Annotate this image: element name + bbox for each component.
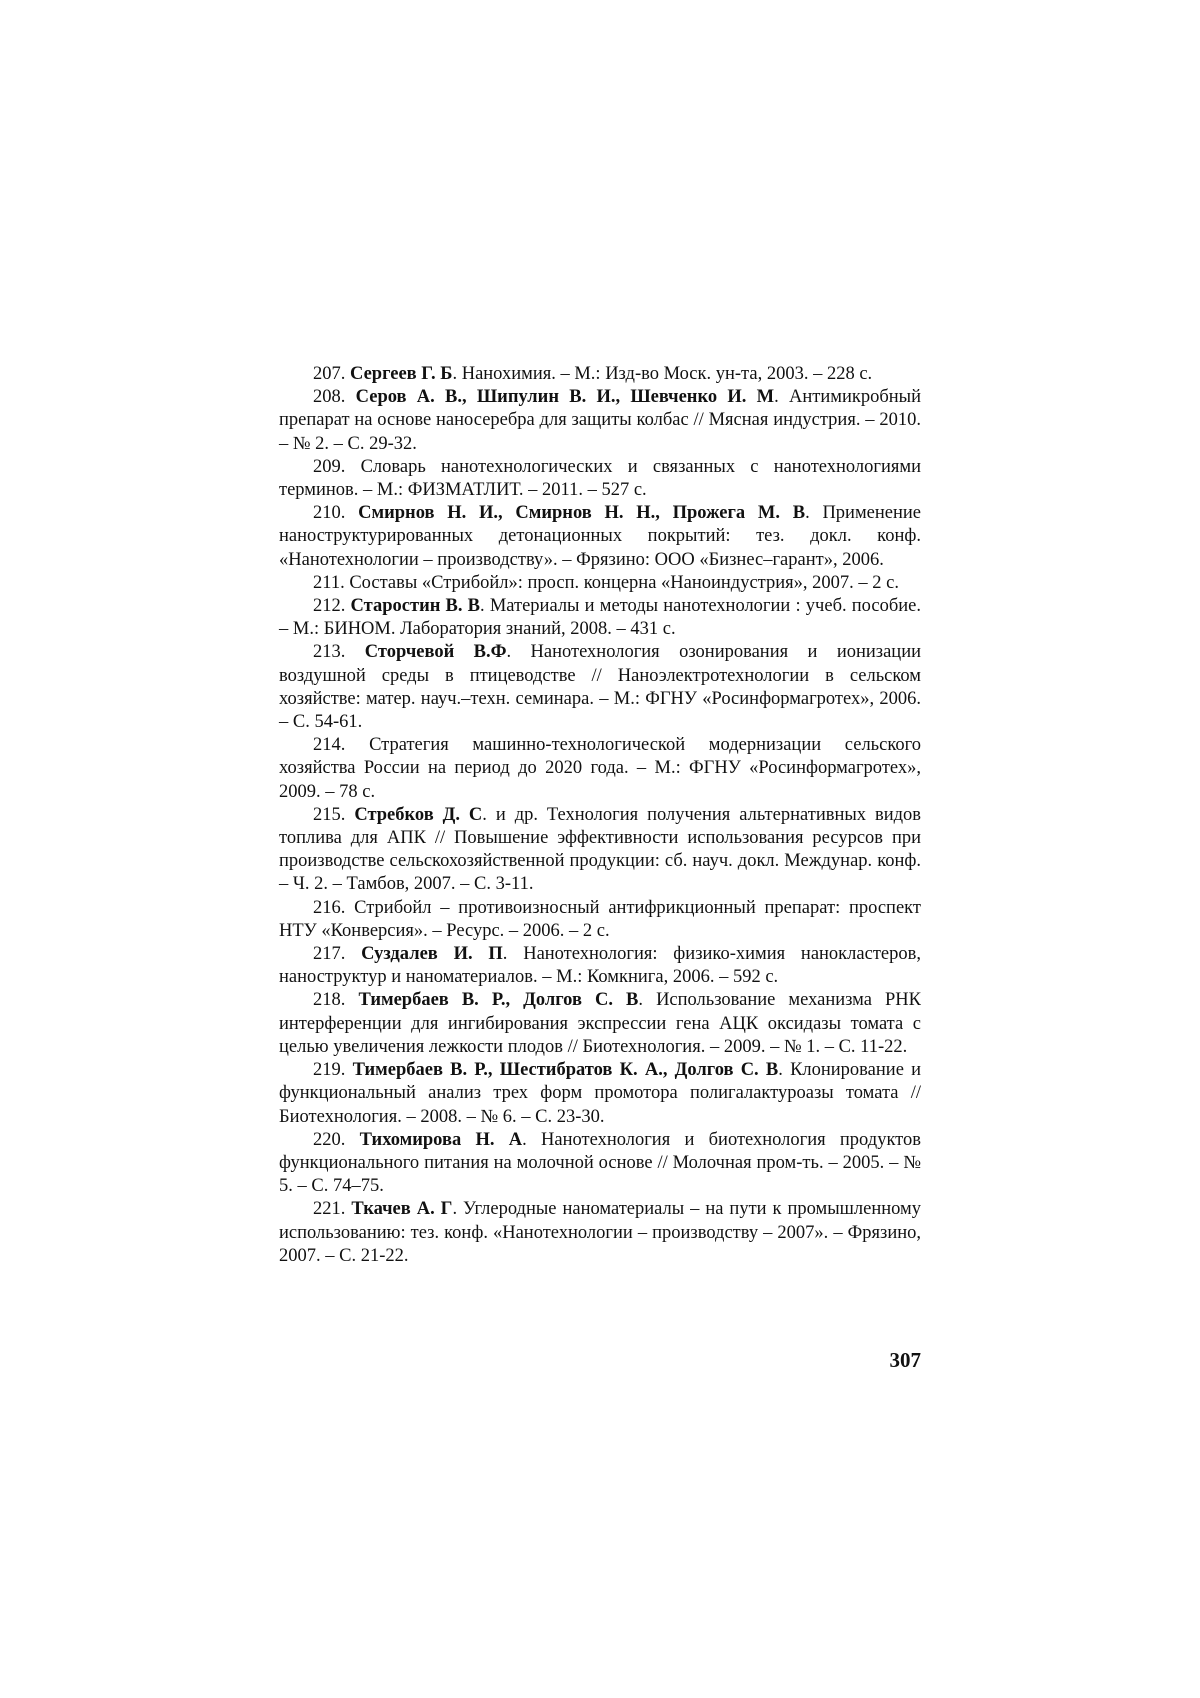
reference-text: . Углеродные наноматериалы – на пути к промышленному использованию: тез. конф. «Нанотехнологии – производству – 2007». – Фрязино, 2007. – С. 21-22.: [279, 1199, 922, 1266]
reference-item: [279, 989, 921, 1059]
reference-text: Стрибойл – противоизносный антифрикционный препарат: проспект НТУ «Конверсия». – Ресурс. – 2006. – 2 с.: [279, 897, 921, 941]
reference-item: [279, 502, 921, 572]
reference-text: . Нанотехнология озонирования и ионизации воздушной среды в птицеводстве // Наноэлектротехнологии в сельском хозяйстве: матер. науч.–техн. семинара. – М.: ФГНУ «Росинформагротех», 2006. – С. 54-61.: [279, 642, 921, 733]
reference-item: [279, 1129, 921, 1199]
reference-item: [279, 943, 921, 989]
reference-authors: Тихомирова Н. А: [359, 1129, 523, 1150]
reference-authors: Серов А. В., Шипулин В. И., Шевченко И. М: [355, 387, 775, 408]
reference-number: 220.: [313, 1129, 346, 1150]
reference-list: [279, 363, 921, 1268]
reference-authors: Сергеев Г. Б: [350, 364, 453, 384]
reference-text: . Применение наноструктурированных детонационных покрытий: тез. докл. конф. «Нанотехнологии – производству». – Фрязино: ООО «Бизнес–гарант», 2006.: [279, 503, 921, 570]
reference-item: [279, 804, 921, 897]
page-number: 307: [889, 1348, 921, 1372]
reference-item: [279, 363, 921, 386]
reference-item: [279, 572, 921, 595]
reference-text: . Нанохимия. – М.: Изд-во Моск. ун-та, 2003. – 228 с.: [452, 364, 873, 384]
reference-item: [279, 456, 921, 502]
reference-number: 218.: [313, 990, 346, 1011]
reference-item: [279, 641, 921, 734]
reference-authors: Сторчевой В.Ф: [364, 642, 507, 663]
reference-authors: Стребков Д. С: [354, 804, 483, 825]
reference-item: [279, 1059, 921, 1129]
reference-authors: Смирнов Н. И., Смирнов Н. Н., Прожега М. В: [358, 503, 806, 524]
reference-item: [279, 1198, 921, 1268]
reference-text: Словарь нанотехнологических и связанных с нанотехнологиями терминов. – М.: ФИЗМАТЛИТ. – 2011. – 527 с.: [279, 456, 922, 501]
reference-number: 221.: [313, 1199, 346, 1220]
reference-item: [279, 595, 921, 641]
reference-number: 214.: [313, 735, 346, 756]
reference-text: . Материалы и методы нанотехнологии : учеб. пособие. – М.: БИНОМ. Лаборатория знаний, 2008. – 431 с.: [279, 596, 921, 640]
reference-number: 216.: [313, 897, 346, 918]
reference-text: . Нанотехнология и биотехнология продуктов функционального питания на молочной основе // Молочная пром-ть. – 2005. – № 5. – С. 74–75.: [279, 1129, 922, 1197]
reference-number: 211.: [313, 572, 345, 593]
reference-authors: Тимербаев В. Р., Долгов С. В: [358, 990, 639, 1011]
reference-number: 207.: [313, 364, 346, 384]
reference-text: . Использование механизма РНК интерференции для ингибирования экспрессии гена АЦК оксидазы томата с целью увеличения лежкости плодов // Биотехнология. – 2009. – № 1. – С. 11-22.: [279, 990, 921, 1057]
reference-item: [279, 897, 921, 943]
reference-authors: Старостин В. В: [350, 596, 481, 617]
reference-authors: Суздалев И. П: [361, 944, 503, 965]
reference-number: 217.: [313, 944, 346, 965]
reference-text: . Антимикробный препарат на основе наносеребра для защиты колбас // Мясная индустрия. – 2010. – № 2. – С. 29-32.: [279, 387, 922, 454]
reference-number: 219.: [313, 1060, 346, 1081]
reference-text: . Клонирование и функциональный анализ трех форм промотора полигалактуроазы томата // Биотехнология. – 2008. – № 6. – С. 23-30.: [279, 1060, 922, 1127]
reference-text: . Нанотехнология: физико-химия нанокластеров, наноструктур и наноматериалов. – М.: Комкнига, 2006. – 592 с.: [279, 944, 921, 988]
reference-text: Составы «Стрибойл»: просп. концерна «Наноиндустрия», 2007. – 2 с.: [349, 572, 899, 593]
reference-number: 212.: [313, 596, 346, 617]
reference-number: 208.: [313, 387, 346, 408]
reference-number: 215.: [313, 804, 346, 825]
reference-authors: Тимербаев В. Р., Шестибратов К. А., Долгов С. В: [352, 1060, 779, 1081]
reference-number: 210.: [313, 503, 346, 524]
reference-text: . и др. Технология получения альтернативных видов топлива для АПК // Повышение эффективности использования ресурсов при производстве сельскохозяйственной продукции: сб. науч. докл. Междунар. конф. – Ч. 2. – Тамбов, 2007. – С. 3-11.: [279, 804, 922, 895]
reference-text: Стратегия машинно-технологической модернизации сельского хозяйства России на период до 2020 года. – М.: ФГНУ «Росинформагротех», 2009. – 78 с.: [279, 735, 922, 802]
reference-number: 209.: [313, 456, 346, 477]
reference-item: [279, 734, 921, 804]
reference-authors: Ткачев А. Г: [351, 1199, 453, 1220]
reference-number: 213.: [313, 642, 346, 663]
reference-item: [279, 386, 921, 456]
